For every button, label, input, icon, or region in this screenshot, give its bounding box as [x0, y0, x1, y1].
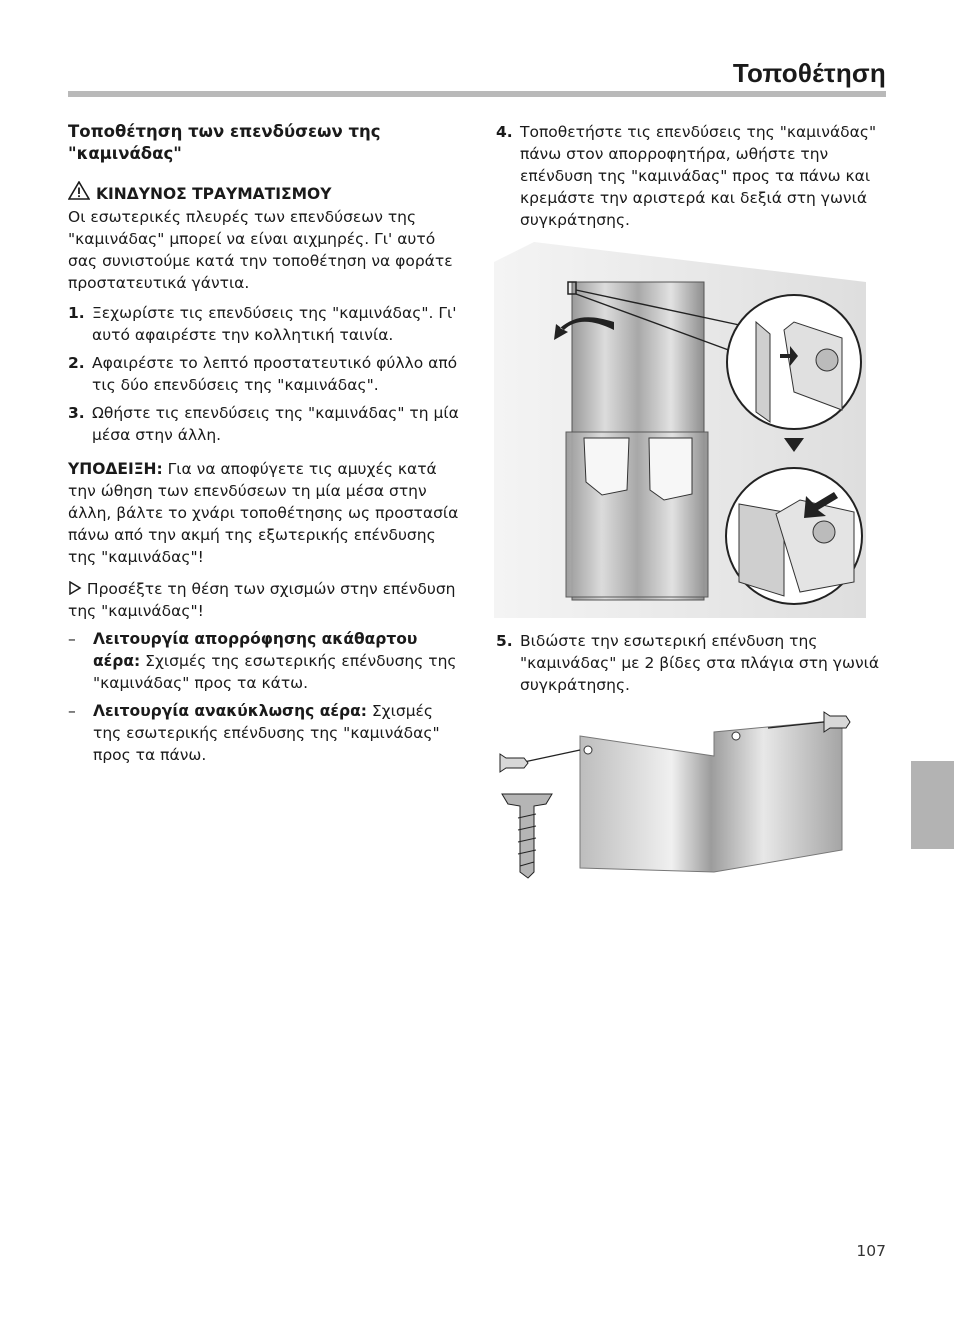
right-column-lower — [496, 630, 888, 702]
dash-marker: – — [68, 630, 76, 648]
chimney-installation-illustration — [494, 242, 866, 618]
step-text: Τοποθετήστε τις επενδύσεις της "καμινάδας" πάνω στον απορροφητήρα, ωθήστε την επένδυση της "καμινάδας" προς τα πάνω και κρεμάστε την αριστερά και δεξιά στη γωνιά συγκράτησης. — [520, 123, 877, 229]
play-triangle-icon — [68, 580, 82, 598]
inner-duct-screws-illustration — [494, 700, 866, 885]
step-3 — [68, 402, 463, 446]
page-number: 107 — [856, 1242, 886, 1260]
section-title: Τοποθέτηση των επενδύσεων της "καμινάδας" — [68, 122, 381, 163]
step-text: Βιδώστε την εσωτερική επένδυση της "καμινάδας" με 2 βίδες στα πλάγια στη γωνιά συγκράτησης. — [520, 632, 880, 694]
mode-recirculation — [68, 700, 463, 766]
dash-marker: – — [68, 702, 76, 720]
hint-text: Προσέξτε τη θέση των σχισμών στην επένδυση της "καμινάδας"! — [68, 580, 456, 620]
step-text: Ωθήστε τις επενδύσεις της "καμινάδας" τη μία μέσα στην άλλη. — [92, 404, 459, 444]
warning-text: Οι εσωτερικές πλευρές των επενδύσεων της "καμινάδας" μπορεί να είναι αιχμηρές. Γι' αυτό σας συνιστούμε κατά την τοποθέτηση να φοράτε προστατευτικά γάντια. — [68, 208, 453, 292]
step-number: 3. — [68, 404, 85, 422]
note-paragraph — [68, 458, 463, 568]
warning-heading-text: ΚΙΝΔΥΝΟΣ ΤΡΑΥΜΑΤΙΣΜΟΥ — [96, 184, 332, 203]
mode-description: Σχισμές της εσωτερικής επένδυσης της "καμινάδας" προς τα κάτω. — [93, 652, 457, 692]
mode-label: Λειτουργία απορρόφησης ακάθαρτου αέρα: — [93, 630, 418, 670]
mode-text — [93, 628, 463, 694]
right-column — [496, 121, 888, 237]
step-number: 5. — [496, 632, 513, 650]
chapter-tab — [911, 761, 954, 849]
step-1 — [68, 302, 463, 346]
warning-triangle-icon — [68, 181, 90, 206]
page-title: Τοποθέτηση — [732, 58, 886, 88]
note-label: ΥΠΟΔΕΙΞΗ: — [68, 460, 163, 478]
header-rule — [68, 91, 886, 97]
hint-paragraph — [68, 578, 463, 622]
step-number: 4. — [496, 123, 513, 141]
left-column — [68, 121, 463, 772]
mode-text — [93, 700, 463, 766]
mode-label: Λειτουργία ανακύκλωσης αέρα: — [93, 702, 367, 720]
step-5 — [496, 630, 888, 696]
step-text: Αφαιρέστε το λεπτό προστατευτικό φύλλο από τις δύο επενδύσεις της "καμινάδας". — [92, 354, 458, 394]
step-number: 1. — [68, 304, 85, 322]
warning-heading — [68, 181, 463, 206]
mode-description: Σχισμές της εσωτερικής επένδυσης της "καμινάδας" προς τα πάνω. — [93, 702, 440, 764]
note-text: Για να αποφύγετε τις αμυχές κατά την ώθηση των επενδύσεων τη μία μέσα στην άλλη, βάλτε το χνάρι τοποθέτησης ως προστασία πάνω από την ακμή της εξωτερικής επένδυσης της "καμινάδας"! — [68, 460, 459, 566]
step-text: Ξεχωρίστε τις επενδύσεις της "καμινάδας". Γι' αυτό αφαιρέστε την κολλητική ταινία. — [92, 304, 457, 344]
step-4 — [496, 121, 888, 231]
step-2 — [68, 352, 463, 396]
mode-exhaust — [68, 628, 463, 694]
step-number: 2. — [68, 354, 85, 372]
